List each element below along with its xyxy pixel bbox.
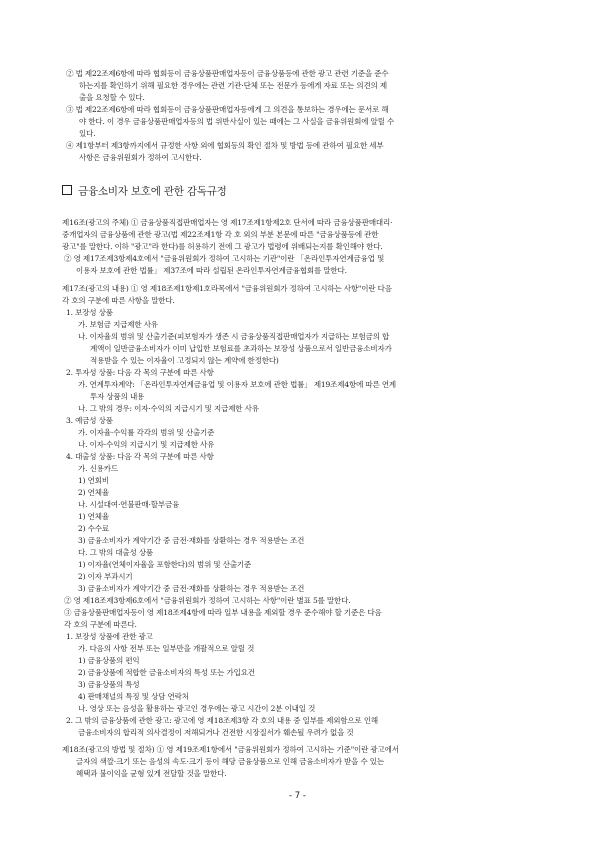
page-number: - 7 - <box>289 791 306 801</box>
text-line: 하는지를 확인하기 위해 필요한 경우에는 관련 기관·단체 또는 전문가 등에게 자료 또는 의견의 제 <box>79 81 387 90</box>
article-18-line: 제18조(광고의 방법 및 절차) ① 영 제19조제1항에서 "금융위원회가 정하여 고시하는 기준"이란 광고에서 <box>62 745 399 754</box>
article-17-line: 3) 금융소비자가 계약기간 중 금전·재화를 상환하는 경우 적용받는 조건 <box>78 536 305 545</box>
article-16-line: ② 영 제17조제3항제4호에서 "금융위원회가 정하여 고시하는 기관"이란 「온라인투자연계금융업 및 <box>64 254 385 263</box>
article-17-line: 3) 금융소비자가 계약기간 중 금전·재화를 상환하는 경우 적용받는 조건 <box>78 584 305 593</box>
article-17-line: 금융소비자의 합리적 의사결정이 저해되거나 건전한 시장질서가 훼손될 우려가 없을 것 <box>78 728 354 737</box>
section-heading <box>62 185 227 199</box>
article-17-line: ③ 금융상품판매업자등이 영 제18조제4항에 따라 일부 내용을 제외할 경우 준수해야 할 기준은 다음 <box>64 608 382 617</box>
article-17-line: 가. 연계투자계약: 「온라인투자연계금융업 및 이용자 보호에 관한 법률」 제19조제4항에 따른 연계 <box>78 380 397 389</box>
text-line: ④ 제1항부터 제3항까지에서 규정한 사항 외에 협회등의 확인 절차 및 방법 등에 관하여 필요한 세부 <box>66 141 384 150</box>
article-17-line: 투자 상품의 내용 <box>90 392 145 401</box>
checkbox-square-icon <box>62 185 72 195</box>
article-17-line: 1) 금융상품의 편익 <box>78 656 140 665</box>
article-16-line: 제16조(광고의 주체) ① 금융상품직접판매업자는 영 제17조제1항제2호 단서에 따라 금융상품판매대리· <box>62 218 393 227</box>
article-17-line: 4. 대출성 상품: 다음 각 목의 구분에 따른 사항 <box>66 452 214 461</box>
article-16-line: 광고"를 말한다. 이하 "광고"라 한다)를 허용하기 전에 그 광고가 법령에 위배되는지를 확인해야 한다. <box>62 242 383 251</box>
article-17-line: 나. 이자율의 범위 및 산출기준(피보험자가 생존 시 금융상품직접판매업자가 지급하는 보험금의 합 <box>78 332 390 341</box>
text-line: 야 한다. 이 경우 금융상품판매업자등의 법 위반사실이 있는 때에는 그 사실을 금융위원회에 알릴 수 <box>79 117 395 126</box>
article-17-line: 1) 이자율(연체이자율을 포함한다)의 범위 및 산출기준 <box>78 560 252 569</box>
article-17-line: 2. 투자성 상품: 다음 각 목의 구분에 따른 사항 <box>66 368 214 377</box>
article-17-line: 나. 영상 또는 음성을 활용하는 광고인 경우에는 광고 시간이 2분 이내일 것 <box>78 704 316 713</box>
article-17-line: 다. 그 밖의 대출성 상품 <box>78 548 154 557</box>
article-17-line: 2. 그 밖의 금융상품에 관한 광고: 광고에 영 제18조제3항 각 호의 내용 중 일부를 제외함으로 인해 <box>66 716 379 725</box>
article-17-line: 가. 신용카드 <box>78 464 118 473</box>
article-17-line: 2) 수수료 <box>78 524 109 533</box>
article-17-line: 1. 보장성 상품 <box>66 308 113 317</box>
text-line: 있다. <box>79 129 96 138</box>
article-17-line: ② 영 제18조제3항제6호에서 "금융위원회가 정하여 고시하는 사항"이란 별표 5를 말한다. <box>64 596 351 605</box>
article-17-line: 3. 예금성 상품 <box>66 416 113 425</box>
article-17-line: 각 호의 구분에 따른다. <box>64 620 137 629</box>
article-17-line: 1) 연체율 <box>78 512 109 521</box>
article-17-line: 3) 금융상품의 특성 <box>78 680 140 689</box>
article-17-line: 4) 판매채널의 특징 및 상담 연락처 <box>78 692 189 701</box>
text-line: ② 법 제22조제6항에 따라 협회등이 금융상품판매업자등이 금융상품등에 관한 광고 관련 기준을 준수 <box>66 69 389 78</box>
article-18-line: 혜택과 불이익을 균형 있게 전달할 것을 말한다. <box>76 769 227 778</box>
article-17-line: 1) 연회비 <box>78 476 109 485</box>
article-17-line: 2) 금융상품에 적합한 금융소비자의 특성 또는 가입요건 <box>78 668 255 677</box>
article-17-line: 계액이 일반금융소비자가 이미 납입한 보험료를 초과하는 보장성 상품으로서 일반금융소비자가 <box>90 344 392 353</box>
article-17-line: 제17조(광고의 내용) ① 영 제18조제1항제1호라목에서 "금융위원회가 정하여 고시하는 사항"이란 다음 <box>62 284 392 293</box>
text-line: ③ 법 제22조제6항에 따라 협회등이 금융상품판매업자등에게 그 의견을 통보하는 경우에는 문서로 해 <box>66 105 389 114</box>
article-17-line: 2) 연체율 <box>78 488 109 497</box>
article-17-line: 적용받을 수 있는 이자율이 고정되지 않는 계약에 한정한다) <box>90 356 279 365</box>
article-18-line: 글자의 색깔·크기 또는 음성의 속도·크기 등이 해당 금융상품으로 인해 금융소비자가 받을 수 있는 <box>76 757 384 766</box>
article-17-line: 각 호의 구분에 따른 사항을 말한다. <box>62 296 175 305</box>
article-17-line: 나. 시설대여·연불판매·할부금융 <box>78 500 180 509</box>
text-line: 사항은 금융위원회가 정하여 고시한다. <box>79 153 202 162</box>
article-16-line: 중개업자의 금융상품에 관한 광고(법 제22조제1항 각 호 외의 부분 본문에 따른 "금융상품등에 관한 <box>62 230 379 239</box>
article-17-line: 나. 이자·수익의 지급시기 및 지급제한 사유 <box>78 440 215 449</box>
section-heading-text: 금융소비자 보호에 관한 감독규정 <box>78 185 227 198</box>
article-17-line: 가. 다음의 사항 전부 또는 일부만을 개괄적으로 알릴 것 <box>78 644 255 653</box>
article-17-line: 가. 보험금 지급제한 사유 <box>78 320 158 329</box>
article-17-line: 나. 그 밖의 경우: 이자·수익의 지급시기 및 지급제한 사유 <box>78 404 259 413</box>
article-17-line: 2) 이자 부과시기 <box>78 572 133 581</box>
article-17-line: 1. 보장성 상품에 관한 광고 <box>66 632 153 641</box>
article-17-line: 가. 이자율·수익률 각각의 범위 및 산출기준 <box>78 428 215 437</box>
text-line: 출을 요청할 수 있다. <box>79 93 145 102</box>
article-16-line: 이용자 보호에 관한 법률」 제37조에 따라 설립된 온라인투자연계금융협회를 말한다. <box>76 266 347 275</box>
